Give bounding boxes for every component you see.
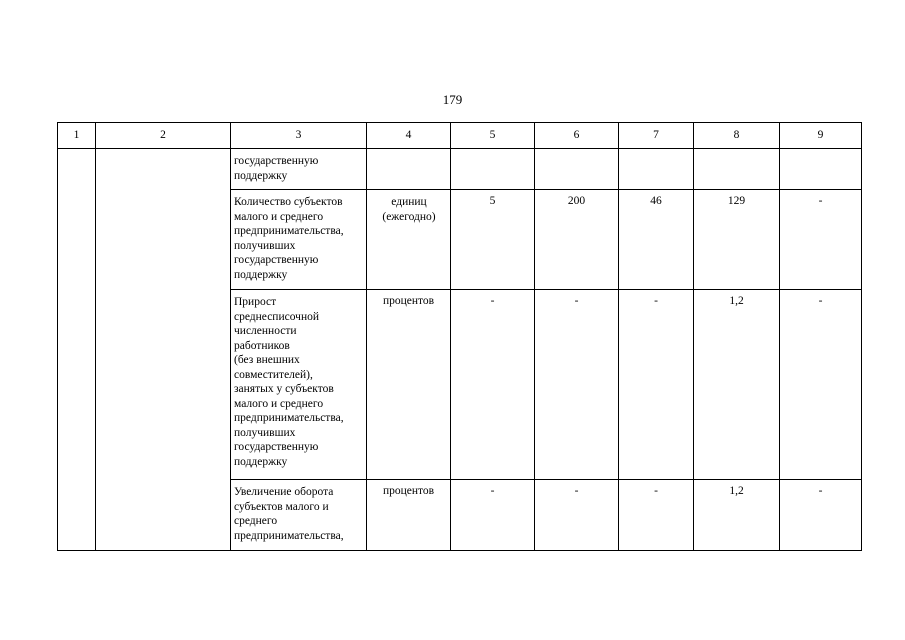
value-cell-9 <box>780 480 862 551</box>
indicator-cell <box>231 190 367 290</box>
indicator-cell <box>231 149 367 190</box>
unit-cell <box>367 149 451 190</box>
value-text: 1,2 <box>729 295 744 307</box>
indicators-table <box>57 122 862 551</box>
indicator-cell <box>231 480 367 551</box>
value-cell-7 <box>619 149 694 190</box>
value-text: - <box>654 485 658 497</box>
table-row <box>58 149 862 190</box>
column-header-1: 1 <box>58 123 96 149</box>
value-text: - <box>490 485 495 497</box>
value-text <box>535 149 618 156</box>
value-cell-6 <box>535 480 619 551</box>
indicator-text: Количество субъектов малого и среднего предпринимательства, получивших государственную поддержку <box>234 196 344 281</box>
indicator-text: государственную поддержку <box>234 155 319 182</box>
unit-cell <box>367 480 451 551</box>
value-text: - <box>574 295 579 307</box>
value-text: - <box>818 295 823 307</box>
value-cell-5 <box>451 149 535 190</box>
column-header-8: 8 <box>694 123 780 149</box>
value-cell-5 <box>451 480 535 551</box>
value-cell-9 <box>780 190 862 290</box>
column-1-cell <box>58 149 96 551</box>
column-header-9: 9 <box>780 123 862 149</box>
value-cell-6 <box>535 290 619 480</box>
value-text: - <box>654 295 658 307</box>
value-text: 46 <box>650 195 662 207</box>
value-cell-5 <box>451 290 535 480</box>
column-header-6: 6 <box>535 123 619 149</box>
indicator-text: Прирост среднесписочной численности работников (без внешних совместителей), занятых у субъектов малого и среднего предпринимательства, получивших государственную поддержку <box>234 296 344 468</box>
value-cell-8 <box>694 480 780 551</box>
value-text: 5 <box>489 195 496 207</box>
unit-text: единиц (ежегодно) <box>382 196 436 223</box>
page-number: 179 <box>442 92 463 107</box>
value-cell-5 <box>451 190 535 290</box>
unit-cell <box>367 290 451 480</box>
value-cell-6 <box>535 190 619 290</box>
value-cell-9 <box>780 290 862 480</box>
value-text <box>619 149 693 156</box>
unit-cell <box>367 190 451 290</box>
value-text <box>780 149 861 156</box>
value-text: 129 <box>727 195 746 207</box>
value-cell-7 <box>619 190 694 290</box>
value-text: 1,2 <box>729 485 744 497</box>
value-text: - <box>818 485 823 497</box>
column-header-4: 4 <box>367 123 451 149</box>
unit-text <box>367 149 450 156</box>
value-cell-8 <box>694 149 780 190</box>
value-cell-8 <box>694 290 780 480</box>
column-2-cell <box>96 149 231 551</box>
value-cell-9 <box>780 149 862 190</box>
value-cell-8 <box>694 190 780 290</box>
value-cell-7 <box>619 480 694 551</box>
column-header-5: 5 <box>451 123 535 149</box>
indicator-text: Увеличение оборота субъектов малого и среднего предпринимательства, <box>234 486 344 542</box>
value-text: - <box>574 485 579 497</box>
column-header-2: 2 <box>96 123 231 149</box>
value-text: - <box>818 195 823 207</box>
value-cell-7 <box>619 290 694 480</box>
value-text: 200 <box>567 195 586 207</box>
column-header-7: 7 <box>619 123 694 149</box>
value-text <box>451 149 534 156</box>
column-header-3: 3 <box>231 123 367 149</box>
unit-text: процентов <box>382 295 435 307</box>
table-header-row <box>58 123 862 149</box>
value-cell-6 <box>535 149 619 190</box>
unit-text: процентов <box>382 485 435 497</box>
value-text <box>694 149 779 156</box>
indicator-cell <box>231 290 367 480</box>
value-text: - <box>490 295 495 307</box>
